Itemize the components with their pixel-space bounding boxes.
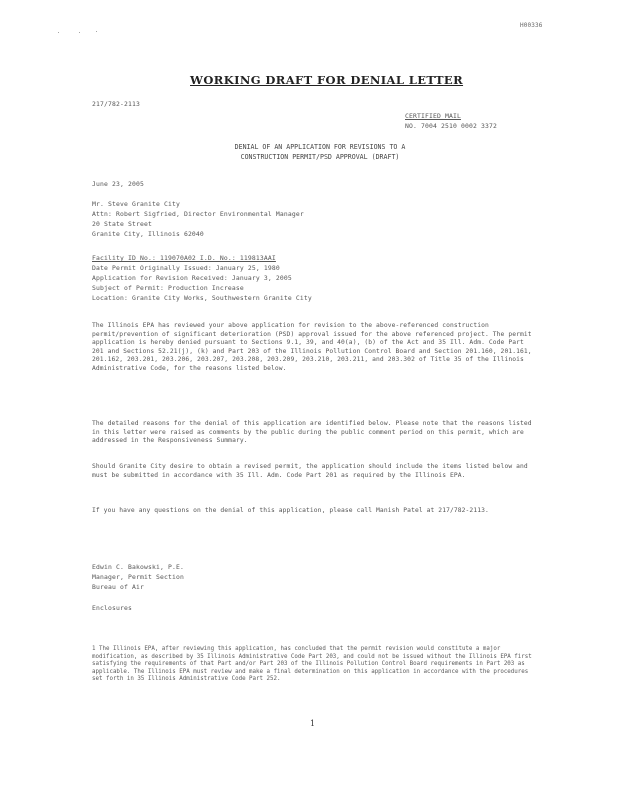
footnote: 1 The Illinois EPA, after reviewing this application, has concluded that the permit revision would constitute a major modification, as described by 35 Illinois Administrative Code Part 203, and could not be issued without the Illinois EPA first satisfying the requirements of that Part and/or Part 203 of the Illinois Pollution Control Board requirements in Part 203 as applicable. The Illinois EPA must review and make a final determination on this application in accordance with the procedures set forth in 35 Illinois Administrative Code Part 252. [92,646,532,683]
letter-date: June 23, 2005 [92,180,144,188]
enclosure-note: Enclosures [92,604,132,612]
body-paragraph: The Illinois EPA has reviewed your above application for revision to the above-referenced construction permit/prevention of significant deterioration (PSD) approval issued for the above referenced project. The permit application is hereby denied pursuant to Sections 9.1, 39, and 40(a), (b) of the Act and 35 Ill. Adm. Code Part 201 and Sections 52.21(j), (k) and Part 203 of the Illinois Pollution Control Board and Section 201.160, 201.161, 201.162, 203.201, 203.206, 203.207, 203.208, 203.209, 203.210, 203.211, and 203.302 of Title 35 of the Illinois Administrative Code, for the reasons listed below. [92,322,532,372]
heading-line-2: CONSTRUCTION PERMIT/PSD APPROVAL (DRAFT) [240,153,400,161]
signature-line: Bureau of Air [92,583,144,591]
recipient-line: Granite City, Illinois 62040 [92,230,204,238]
body-paragraph: Should Granite City desire to obtain a revised permit, the application should include the items listed below and must be submitted in accordance with 35 Ill. Adm. Code Part 201 as required by the Illinois EPA. [92,463,528,479]
info-line: Application for Revision Received: January 3, 2005 [92,274,292,282]
bates-number: H00336 [520,22,543,29]
heading-line-1: DENIAL OF AN APPLICATION FOR REVISIONS TO A [234,143,406,151]
signature-line: Edwin C. Bakowski, P.E. [92,563,184,571]
recipient-line: Attn: Robert Sigfried, Director Environmental Manager [92,210,304,218]
signature-line: Manager, Permit Section [92,573,184,581]
info-line: Facility ID No.: 119070A02 I.D. No.: 119813AAI [92,254,276,262]
document-title: WORKING DRAFT FOR DENIAL LETTER [190,73,464,87]
recipient-line: Mr. Steve Granite City [92,200,180,208]
page-number: 1 [310,719,316,728]
certified-mail-label: CERTIFIED MAIL [405,112,461,120]
certified-mail-number: NO. 7004 2510 0002 3372 [405,122,497,130]
info-line: Subject of Permit: Production Increase [92,284,244,292]
info-line: Location: Granite City Works, Southwestern Granite City [92,294,312,302]
top-left-code: 217/782-2113 [92,100,140,108]
scan-speck [58,32,59,33]
scan-speck [96,31,97,32]
body-paragraph: The detailed reasons for the denial of this application are identified below. Please note that the reasons listed in this letter were raised as comments by the public during the public comment period on this permit, which are addressed in the Responsiveness Summary. [92,420,532,445]
info-line: Date Permit Originally Issued: January 25, 1980 [92,264,280,272]
scan-speck [79,32,80,33]
recipient-line: 20 State Street [92,220,152,228]
body-paragraph: If you have any questions on the denial of this application, please call Manish Patel at 217/782-2113. [92,507,489,514]
